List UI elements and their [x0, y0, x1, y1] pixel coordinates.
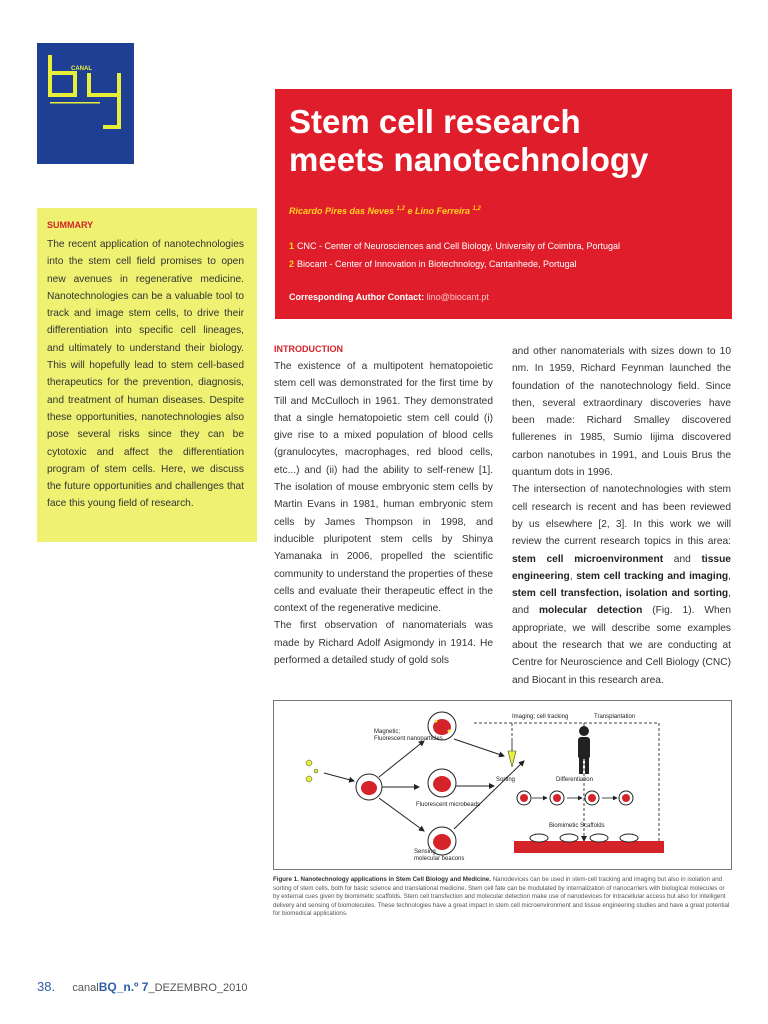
page-number: 38. [37, 979, 56, 994]
label-imaging: Imaging; cell tracking [512, 714, 569, 720]
author-1: Ricardo Pires das Neves [289, 206, 395, 216]
author-2-affil: 1,2 [472, 206, 481, 212]
author-2: Lino Ferreira [414, 206, 470, 216]
keyword-molecular-detection: molecular detection [538, 605, 643, 617]
differentiation-chain [517, 791, 633, 805]
footer-canal: canal [72, 982, 99, 994]
label-scaffolds: Biomimetic Scaffolds [549, 823, 605, 829]
keyword-transfection-sorting: stem cell transfection, isolation and sorting [512, 588, 729, 600]
label-microbeads: Fluorescent microbeads [416, 802, 481, 808]
nanoparticle-dots-icon [306, 760, 318, 782]
footer-issue: BQ_n.º 7 [98, 980, 149, 994]
figure-1-caption [273, 876, 732, 919]
corresponding-contact [289, 292, 489, 302]
affiliation-1-text: CNC - Center of Neurosciences and Cell Biology, University of Coimbra, Portugal [297, 241, 620, 251]
caption-title: Figure 1. Nanotechnology applications in Stem Cell Biology and Medicine. [273, 876, 491, 883]
contact-email[interactable]: lino@biocant.pt [426, 292, 489, 302]
title-panel [275, 89, 732, 319]
title-line-2: meets nanotechnology [289, 141, 649, 178]
keyword-tracking-imaging: stem cell tracking and imaging [576, 570, 729, 582]
intro-paragraph-1: The existence of a multipotent hematopoietic stem cell was demonstrated for the first time by Till and McCulloch in 1961. They demonstrated that a single hematopoietic stem cell could (i) give rise to a mixed population of blood cells (granulocytes, macrophages, red blood cells, etc...) and (ii) had the ability to self-renew [1]. The isolation of mouse embryonic stem cells by Martin Evans in 1981, human embryonic stem cells by James Thompson in 1998, and inducible pluripotent stem cells by Shinya Yamanaka in 2006, propelled the scientific community to understand the properties of these cells and evaluate their therapeutic effect in the context of the regenerative medicine. [274, 361, 493, 615]
bq-logo-mark [37, 43, 134, 164]
stem-cell-icon [356, 774, 382, 800]
page-footer [37, 979, 248, 994]
affiliation-1 [289, 241, 620, 251]
keyword-tissue-engineering: tissue engineering [512, 553, 731, 582]
title-line-1: Stem cell research [289, 103, 581, 140]
article-title [289, 103, 719, 179]
author-list [289, 206, 481, 216]
summary-text: The recent application of nanotechnologies into the stem cell field promises to open new avenues in regenerative medicine. Nanotechnologies can be a valuable tool to track and image stem cells, to drive their differentiation into specific cell lineages, and ultimately to understand their biology. This will hopefully lead to stem cell-based therapeutics for the prevention, diagnosis, and treatment of human diseases. Despite these opportunities, nanotechnologies also pose several risks since they can be cytotoxic and affect the differentiation program of stem cells. Here, we discuss the future opportunities and challenges that face this young field of research. [47, 239, 244, 510]
label-magnetic-1: Magnetic; [374, 729, 401, 735]
col2-text-b: (Fig. 1). When appropriate, we will describe some examples about the research that we are conducting at Centre for Neuroscience and Cell Biology (CNC) and Biocant in this research area. [512, 605, 731, 686]
label-transplantation: Transplantation [594, 714, 636, 720]
journal-logo [37, 43, 134, 164]
col2-sep-3: , and [512, 588, 731, 617]
footer-date: _DEZEMBRO_2010 [148, 982, 248, 994]
col2-sep-2: , [728, 570, 731, 582]
introduction-column [274, 341, 493, 669]
affiliation-2-text: Biocant - Center of Innovation in Biotechnology, Cantanhede, Portugal [297, 259, 577, 269]
col2-and: and [663, 553, 702, 565]
author-joiner: e [407, 206, 413, 216]
col2-sep-1: , [569, 570, 577, 582]
label-sensing-2: molecular beacons [414, 856, 465, 862]
introduction-heading: INTRODUCTION [274, 344, 343, 354]
summary-box [37, 208, 257, 542]
contact-label: Corresponding Author Contact: [289, 292, 425, 302]
col2-paragraph-2 [512, 481, 731, 689]
microbead-cell-icon [428, 769, 456, 797]
col2-paragraph-1: and other nanomaterials with sizes down to 10 nm. In 1959, Richard Feynman launched the foundation of the nanotechnology field. Since then, several extraordinary discoveries have been made: Richard Smalley discovered fullerenes in 1985, Sumio Iijima discovered carbon nanotubes in 1991, and Louis Brus the quantum dots in 1996. [512, 346, 731, 479]
intro-paragraph-2: The first observation of nanomaterials was made by Richard Adolf Asigmondy in 1914. He performed a detailed study of gold sols [274, 620, 493, 667]
body-column-2 [512, 343, 731, 689]
affiliation-1-number: 1 [289, 241, 295, 251]
keyword-microenvironment: stem cell microenvironment [512, 553, 664, 565]
label-magnetic-2: Fluorescent nanoparticles [374, 736, 443, 742]
human-figure-icon [578, 726, 590, 774]
label-differentiation: Differentiation [556, 777, 593, 783]
label-sensing-1: Sensing [414, 849, 436, 855]
author-1-affil: 1,2 [396, 206, 405, 212]
figure-1 [273, 700, 732, 870]
caption-text: Nanodevices can be used in stem-cell tracking and imaging but also in isolation and sorting of stem cells, both for basic science and translational medicine. Stem cell fate can be modulated by internalization of nanocarriers with biological molecules or by external cues given by biomimetic scaffolds. Stem cell transfection and molecular detection make use of nanodevices for intracellular access but also for intelligent delivery and sensing of biomolecules. These technologies have a great impact in stem cell microenvironment and tissue engineering studies and have a great potential for biomedical applications. [273, 876, 730, 918]
sorting-tube-icon [508, 741, 516, 767]
label-sorting: Sorting [496, 777, 516, 783]
summary-heading: SUMMARY [47, 220, 94, 230]
figure-1-diagram [274, 701, 731, 869]
col2-text-a: The intersection of nanotechnologies with stem cell research is recent and has been reviewed by us elsewhere [2, 3]. In this work we will review the current research topics in this area: [512, 484, 731, 548]
affiliation-2 [289, 259, 577, 269]
biomimetic-scaffold-icon [514, 834, 664, 853]
logo-text: CANAL [71, 66, 92, 72]
affiliation-2-number: 2 [289, 259, 295, 269]
